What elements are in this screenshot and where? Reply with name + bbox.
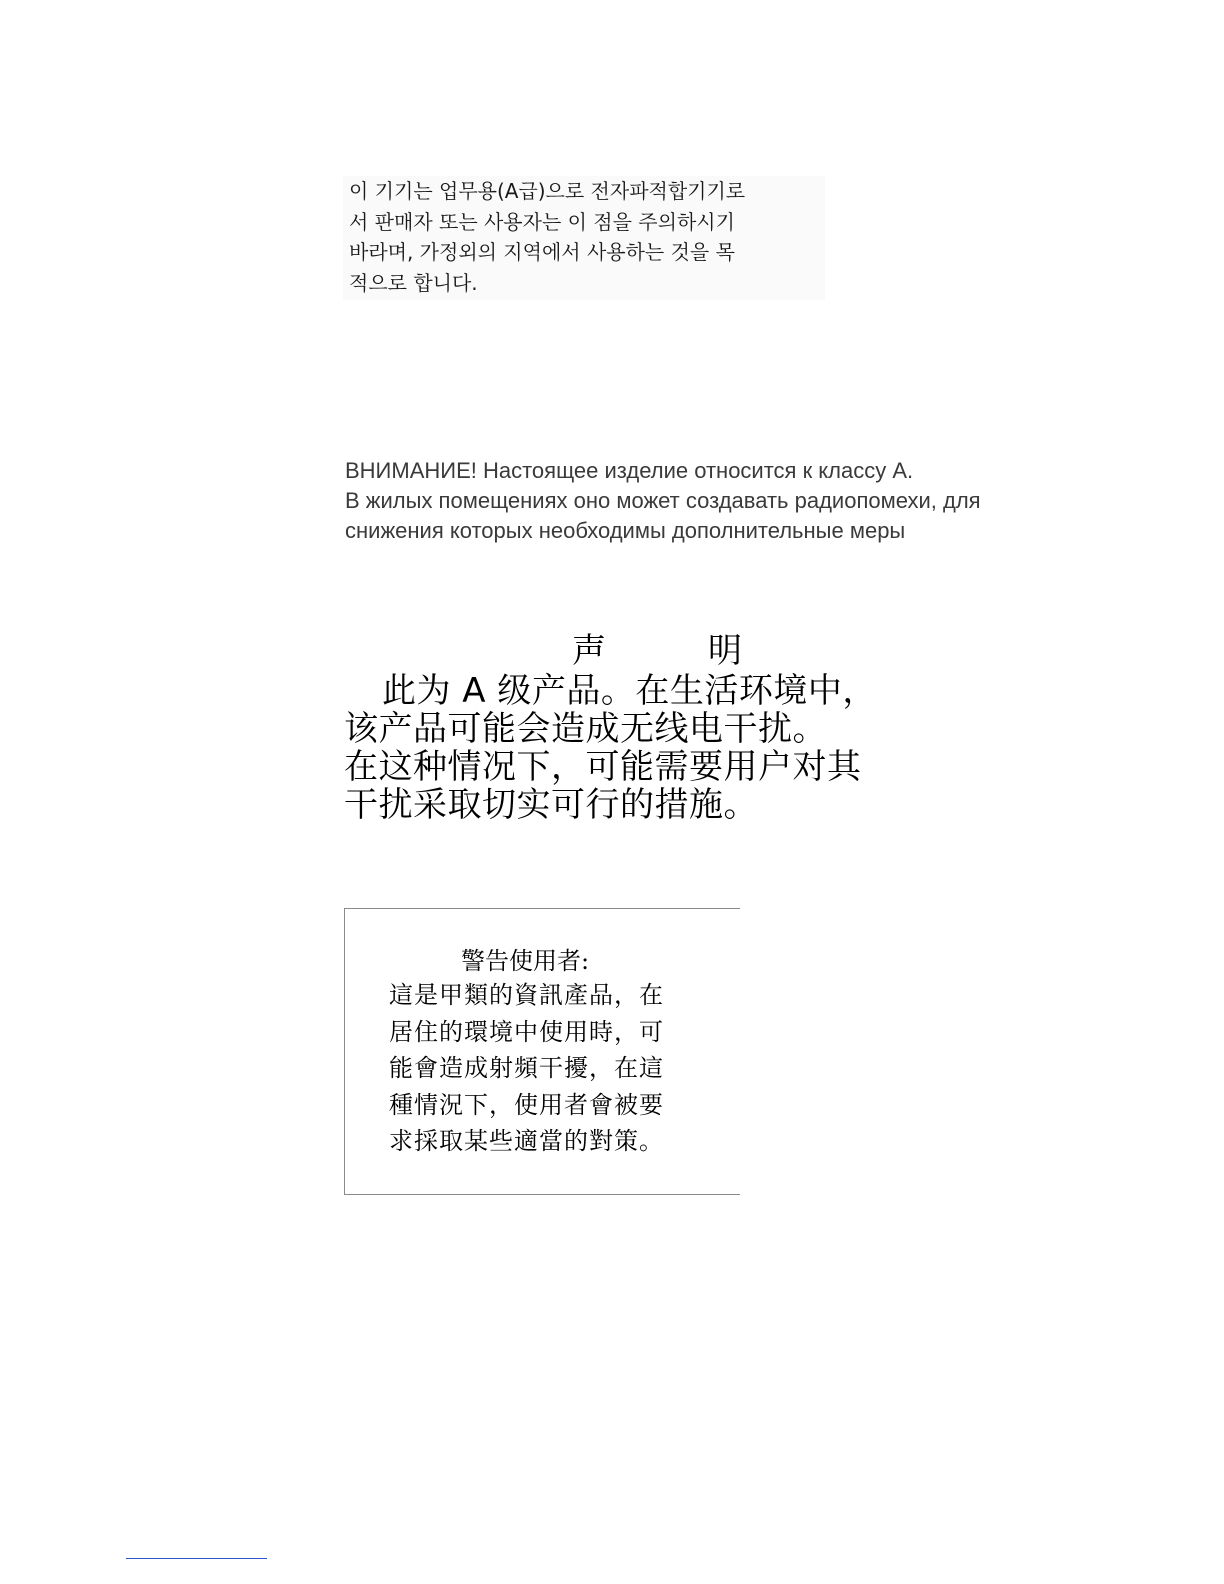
russian-notice-line: снижения которых необходимы дополнительные меры bbox=[345, 518, 906, 543]
footnote-separator bbox=[126, 1558, 267, 1559]
korean-notice-line: 서 판매자 또는 사용자는 이 점을 주의하시기 bbox=[349, 209, 735, 234]
warning-body bbox=[389, 977, 664, 1160]
chinese-notice-line: 该产品可能会造成无线电干扰。 bbox=[344, 709, 827, 749]
korean-notice-line: 바라며, 가정외의 지역에서 사용하는 것을 목 bbox=[349, 240, 735, 264]
notice-heading-part2: 明 bbox=[708, 631, 742, 671]
chinese-notice-line: 干扰采取切实可行的措施。 bbox=[344, 785, 758, 825]
warning-line: 這是甲類的資訊產品，在 bbox=[389, 981, 664, 1009]
korean-notice-line: 적으로 합니다. bbox=[349, 270, 478, 295]
russian-emc-notice bbox=[345, 456, 1105, 546]
russian-notice-line: В жилых помещениях оно может создавать радиопомехи, для bbox=[345, 488, 981, 513]
warning-line: 種情況下，使用者會被要 bbox=[389, 1090, 664, 1119]
warning-line: 居住的環境中使用時，可 bbox=[389, 1017, 664, 1046]
warning-line: 能會造成射頻干擾，在這 bbox=[389, 1054, 664, 1082]
korean-emc-notice bbox=[343, 176, 825, 300]
warning-line: 求採取某些適當的對策。 bbox=[389, 1127, 664, 1155]
russian-notice-line: ВНИМАНИЕ! Настоящее изделие относится к классу А. bbox=[345, 458, 914, 483]
chinese-simplified-emc-notice bbox=[344, 630, 944, 824]
warning-title: 警告使用者: bbox=[461, 947, 590, 975]
notice-heading-part1: 声 bbox=[572, 631, 606, 671]
chinese-notice-line: 此为 A 级产品。在生活环境中， bbox=[382, 671, 877, 711]
chinese-notice-line: 在这种情况下，可能需要用户对其 bbox=[344, 747, 862, 787]
notice-heading bbox=[344, 630, 944, 672]
chinese-traditional-emc-notice-box bbox=[344, 908, 740, 1195]
korean-notice-line: 이 기기는 업무용(A급)으로 전자파적합기기로 bbox=[349, 179, 746, 203]
